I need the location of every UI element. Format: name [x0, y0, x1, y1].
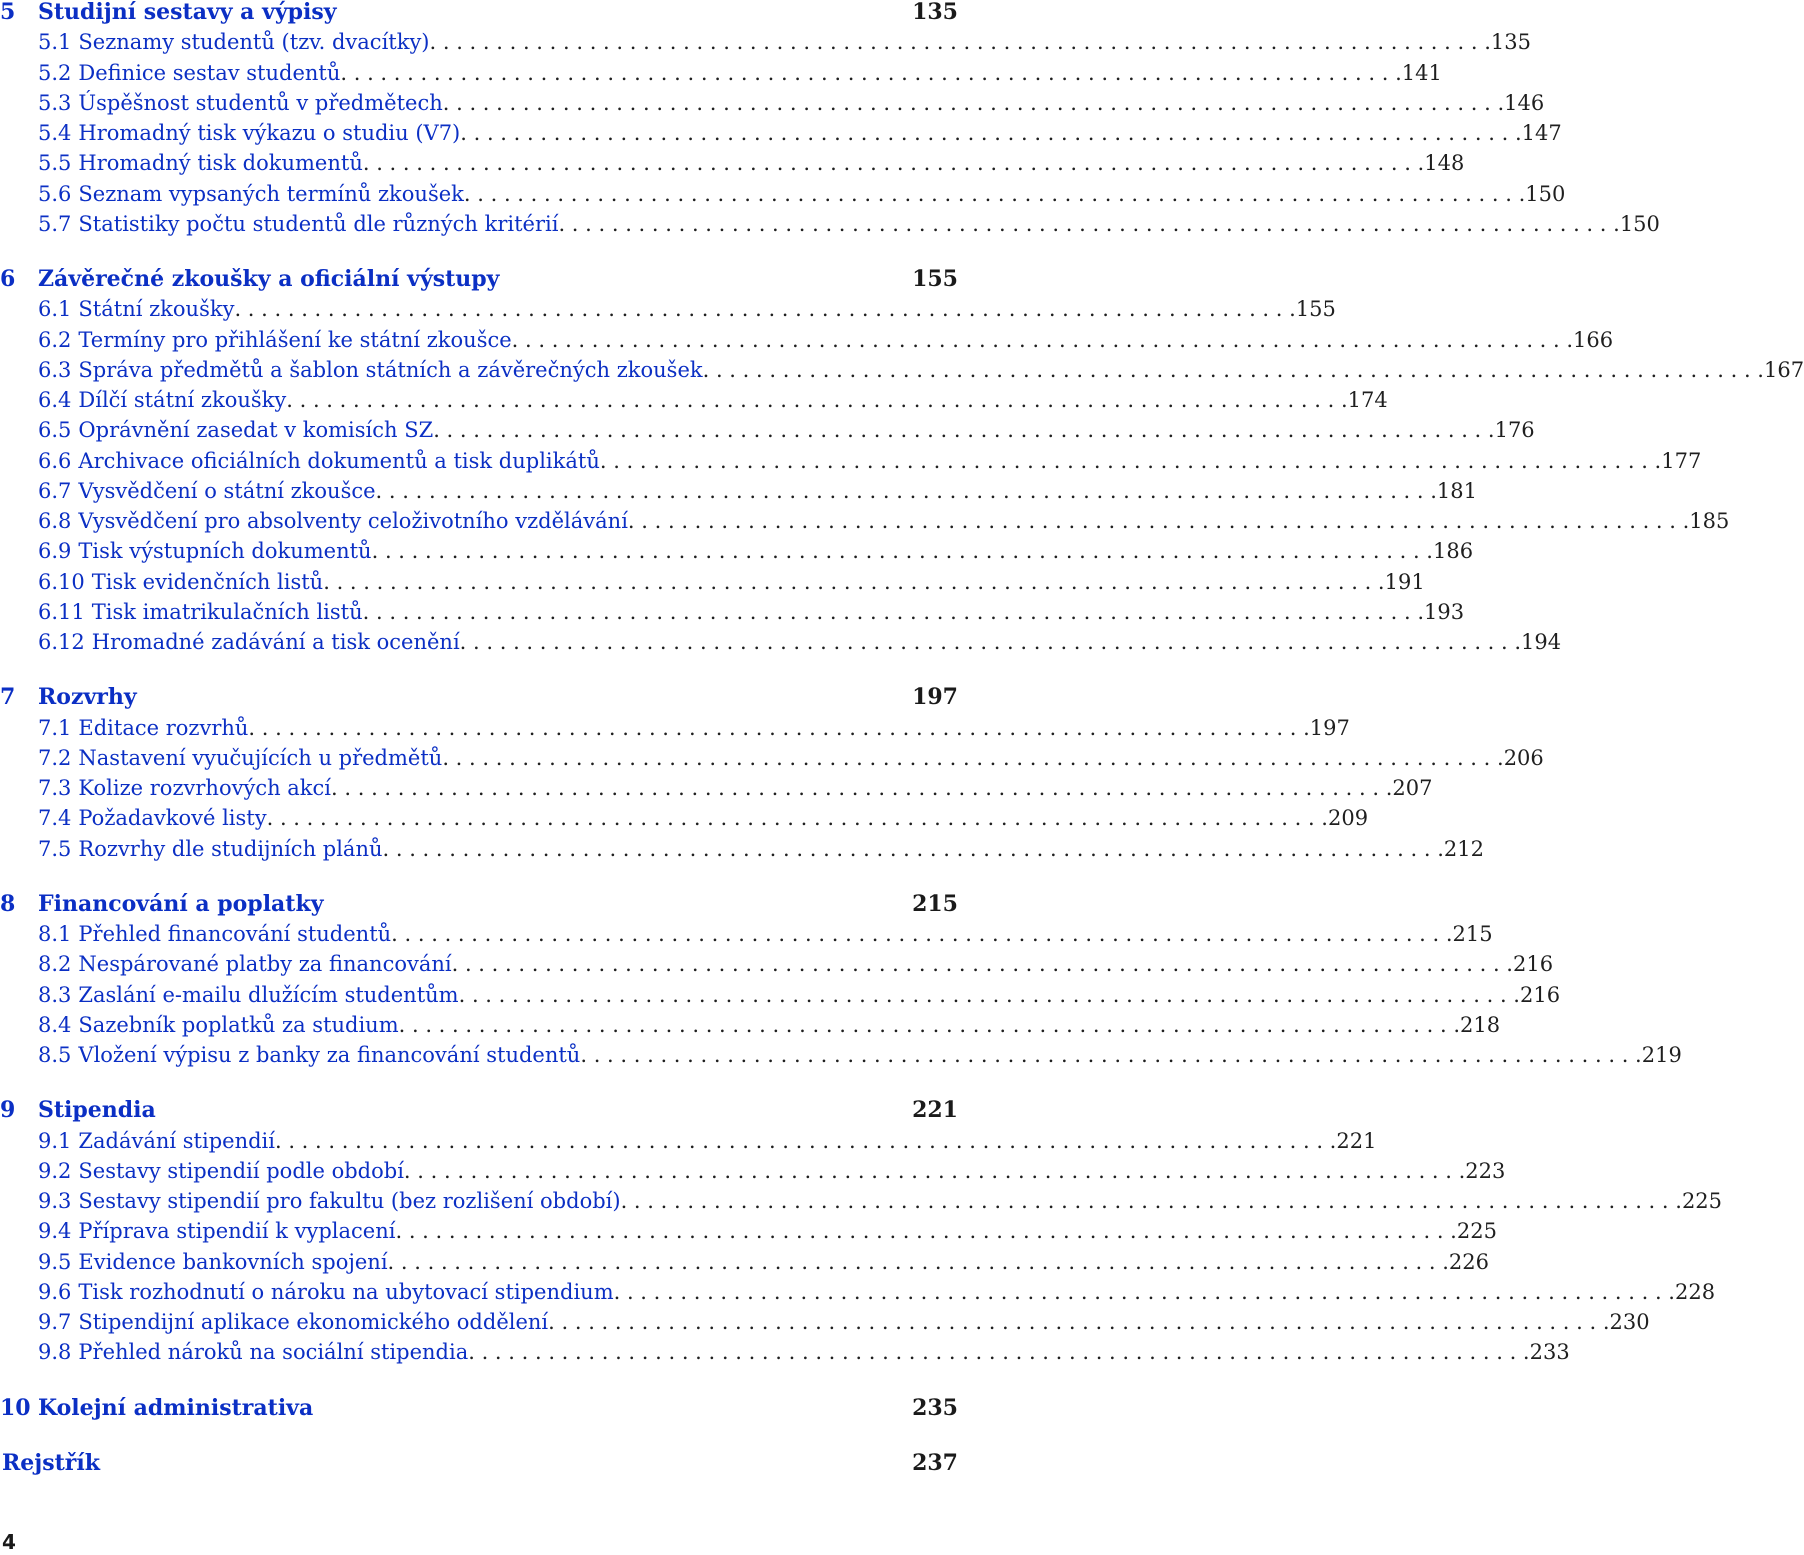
- section-number: 5.2: [38, 60, 72, 85]
- toc-section[interactable]: [38, 27, 1531, 57]
- dot-leader: . . . . . . . . . . . . . . . . . . . . . . . . . . . . . . . . . . . . . . . . . . . . . . . . . . . . . . . . . . . . . . . . . . . . . . . . . . . . . . . .: [362, 151, 1425, 176]
- toc-section[interactable]: [38, 567, 1425, 597]
- chapter-title[interactable]: Rejstřík: [2, 1449, 100, 1476]
- section-page-number: 135: [1490, 30, 1531, 55]
- chapter-number: 7: [0, 684, 16, 711]
- section-page-number: 191: [1384, 569, 1425, 594]
- dot-leader: . . . . . . . . . . . . . . . . . . . . . . . . . . . . . . . . . . . . . . . . . . . . . . . . . . . . . . . . . . . . . . . . . . . . . . . . . . . . . . . .: [580, 1043, 1642, 1067]
- toc-section[interactable]: [38, 1277, 1716, 1307]
- toc-section[interactable]: [38, 803, 1369, 833]
- section-title[interactable]: Evidence bankovních spojení: [78, 1249, 388, 1274]
- section-number: 8.2: [38, 952, 72, 977]
- section-number: 9.3: [38, 1189, 72, 1213]
- section-title[interactable]: Vložení výpisu z banky za financování studentů: [78, 1043, 581, 1067]
- section-number: 9.8: [38, 1340, 72, 1365]
- section-title[interactable]: Zaslání e-mailu dlužícím studentům: [78, 982, 459, 1007]
- section-page-number: 216: [1519, 982, 1561, 1007]
- chapter-title[interactable]: Financování a poplatky: [38, 890, 324, 917]
- section-number: 8.3: [38, 982, 72, 1007]
- chapter-page-number: 235: [912, 1394, 958, 1421]
- section-number: 5.1: [38, 30, 72, 55]
- chapter-number: 10: [0, 1394, 31, 1421]
- section-page-number: 218: [1460, 1012, 1501, 1037]
- section-title[interactable]: Přehled financování studentů: [78, 922, 392, 946]
- dot-leader: . . . . . . . . . . . . . . . . . . . . . . . . . . . . . . . . . . . . . . . . . . . . . . . . . . . . . . . . . . . . . . . . . . . . . . . . . . . . . . . .: [395, 1219, 1457, 1244]
- dot-leader: . . . . . . . . . . . . . . . . . . . . . . . . . . . . . . . . . . . . . . . . . . . . . . . . . . . . . . . . . . . . . . . . . . . . . . . . . . . . . . . .: [371, 539, 1433, 564]
- dot-leader: . . . . . . . . . . . . . . . . . . . . . . . . . . . . . . . . . . . . . . . . . . . . . . . . . . . . . . . . . . . . . . . . . . . . . . . . . . . . . . . .: [429, 30, 1491, 55]
- toc-section[interactable]: [38, 355, 1804, 385]
- section-title[interactable]: Seznam vypsaných termínů zkoušek: [78, 181, 464, 206]
- dot-leader: . . . . . . . . . . . . . . . . . . . . . . . . . . . . . . . . . . . . . . . . . . . . . . . . . . . . . . . . . . . . . . . . . . . . . . . . . . . . . . . .: [375, 478, 1437, 503]
- toc-section[interactable]: [38, 385, 1388, 415]
- section-page-number: 219: [1641, 1043, 1682, 1067]
- toc-section[interactable]: [38, 415, 1535, 445]
- section-number: 6.12: [38, 630, 85, 654]
- chapter-page-number: 215: [912, 890, 958, 917]
- section-number: 6.2: [38, 327, 72, 352]
- section-title[interactable]: Rozvrhy dle studijních plánů: [78, 836, 383, 861]
- chapter-number: 8: [0, 890, 16, 917]
- section-page-number: 185: [1689, 509, 1730, 533]
- toc-section[interactable]: [38, 919, 1493, 949]
- dot-leader: . . . . . . . . . . . . . . . . . . . . . . . . . . . . . . . . . . . . . . . . . . . . . . . . . . . . . . . . . . . . . . . . . . . . . . . . . . . . . . . .: [286, 388, 1348, 412]
- section-title[interactable]: Seznamy studentů (tzv. dvacítky): [78, 30, 430, 55]
- toc-section[interactable]: [38, 118, 1562, 148]
- dot-leader: . . . . . . . . . . . . . . . . . . . . . . . . . . . . . . . . . . . . . . . . . . . . . . . . . . . . . . . . . . . . . . . . . . . . . . . . . . . . . . . .: [458, 982, 1520, 1007]
- section-page-number: 148: [1424, 151, 1465, 176]
- section-page-number: 230: [1609, 1310, 1650, 1334]
- section-page-number: 194: [1521, 630, 1562, 654]
- section-title[interactable]: Příprava stipendií k vyplacení: [78, 1219, 396, 1244]
- section-title[interactable]: Sazebník poplatků za studium: [78, 1012, 399, 1037]
- chapter-title[interactable]: Závěrečné zkoušky a oficiální výstupy: [38, 266, 500, 292]
- section-number: 6.10: [38, 569, 85, 594]
- dot-leader: . . . . . . . . . . . . . . . . . . . . . . . . . . . . . . . . . . . . . . . . . . . . . . . . . . . . . . . . . . . . . . . . . . . . . . . . . . . . . . . .: [387, 1249, 1449, 1274]
- section-number: 6.7: [38, 478, 72, 503]
- toc-section[interactable]: [38, 949, 1554, 979]
- toc-section[interactable]: [38, 58, 1442, 88]
- section-number: 7.2: [38, 745, 72, 770]
- section-number: 6.3: [38, 357, 72, 382]
- section-number: 9.2: [38, 1158, 72, 1183]
- section-title[interactable]: Dílčí státní zkoušky: [78, 388, 287, 412]
- chapter-page-number: 221: [912, 1097, 958, 1124]
- dot-leader: . . . . . . . . . . . . . . . . . . . . . . . . . . . . . . . . . . . . . . . . . . . . . . . . . . . . . . . . . . . . . . . . . . . . . . . . . . . . . . . .: [340, 60, 1402, 85]
- dot-leader: . . . . . . . . . . . . . . . . . . . . . . . . . . . . . . . . . . . . . . . . . . . . . . . . . . . . . . . . . . . . . . . . . . . . . . . . . . . . . . . .: [266, 806, 1328, 831]
- section-title[interactable]: Tisk evidenčních listů: [91, 569, 324, 594]
- section-title[interactable]: Sestavy stipendií pro fakultu (bez rozlišení období): [78, 1189, 621, 1213]
- dot-leader: . . . . . . . . . . . . . . . . . . . . . . . . . . . . . . . . . . . . . . . . . . . . . . . . . . . . . . . . . . . . . . . . . . . . . . . . . . . . . . . .: [613, 1279, 1675, 1304]
- section-title[interactable]: Přehled nároků na sociální stipendia: [78, 1340, 469, 1365]
- chapter-title[interactable]: Rozvrhy: [38, 684, 137, 711]
- section-number: 7.5: [38, 836, 72, 861]
- section-title[interactable]: Stipendijní aplikace ekonomického oddělení: [78, 1310, 549, 1334]
- section-page-number: 141: [1401, 60, 1442, 85]
- toc-chapter[interactable]: [0, 1448, 958, 1478]
- toc-section[interactable]: [38, 179, 1566, 209]
- section-page-number: 181: [1436, 478, 1478, 503]
- dot-leader: . . . . . . . . . . . . . . . . . . . . . . . . . . . . . . . . . . . . . . . . . . . . . . . . . . . . . . . . . . . . . . . . . . . . . . . . . . . . . . . .: [511, 327, 1574, 352]
- toc-section[interactable]: [38, 1040, 1682, 1070]
- section-number: 9.5: [38, 1249, 72, 1274]
- dot-leader: . . . . . . . . . . . . . . . . . . . . . . . . . . . . . . . . . . . . . . . . . . . . . . . . . . . . . . . . . . . . . . . . . . . . . . . . . . . . . . . .: [442, 745, 1504, 770]
- section-title[interactable]: Tisk imatrikulačních listů: [91, 599, 363, 624]
- section-page-number: 174: [1347, 388, 1388, 412]
- section-number: 7.1: [38, 715, 72, 740]
- chapter-title[interactable]: Studijní sestavy a výpisy: [38, 0, 337, 25]
- section-title[interactable]: Oprávnění zasedat v komisích SZ: [78, 418, 434, 443]
- toc-chapter[interactable]: [0, 264, 958, 294]
- dot-leader: . . . . . . . . . . . . . . . . . . . . . . . . . . . . . . . . . . . . . . . . . . . . . . . . . . . . . . . . . . . . . . . . . . . . . . . . . . . . . . . .: [463, 181, 1526, 206]
- chapter-title[interactable]: Kolejní administrativa: [38, 1394, 314, 1421]
- section-page-number: 206: [1503, 745, 1544, 770]
- page-number: 4: [2, 1530, 16, 1554]
- dot-leader: . . . . . . . . . . . . . . . . . . . . . . . . . . . . . . . . . . . . . . . . . . . . . . . . . . . . . . . . . . . . . . . . . . . . . . . . . . . . . . . .: [274, 1128, 1337, 1153]
- section-number: 7.4: [38, 806, 72, 831]
- section-page-number: 147: [1521, 121, 1562, 145]
- dot-leader: . . . . . . . . . . . . . . . . . . . . . . . . . . . . . . . . . . . . . . . . . . . . . . . . . . . . . . . . . . . . . . . . . . . . . . . . . . . . . . . .: [442, 90, 1505, 115]
- section-title[interactable]: Nespárované platby za financování: [78, 952, 452, 977]
- section-page-number: 177: [1661, 448, 1702, 473]
- section-page-number: 225: [1456, 1219, 1497, 1244]
- section-page-number: 207: [1392, 776, 1433, 800]
- section-number: 9.4: [38, 1219, 72, 1244]
- section-page-number: 155: [1295, 297, 1336, 322]
- section-page-number: 150: [1525, 181, 1566, 206]
- section-page-number: 223: [1465, 1158, 1506, 1183]
- section-title[interactable]: Vysvědčení pro absolventy celoživotního vzdělávání: [78, 509, 628, 533]
- section-page-number: 209: [1327, 806, 1369, 831]
- toc-section[interactable]: [38, 743, 1544, 773]
- section-title[interactable]: Hromadný tisk dokumentů: [78, 151, 363, 176]
- toc-section[interactable]: [38, 1186, 1723, 1216]
- section-title[interactable]: Archivace oficiálních dokumentů a tisk duplikátů: [78, 448, 600, 473]
- dot-leader: . . . . . . . . . . . . . . . . . . . . . . . . . . . . . . . . . . . . . . . . . . . . . . . . . . . . . . . . . . . . . . . . . . . . . . . . . . . . . . . .: [403, 1158, 1466, 1183]
- section-page-number: 221: [1336, 1128, 1377, 1153]
- section-title[interactable]: Tisk rozhodnutí o nároku na ubytovací stipendium: [78, 1279, 614, 1304]
- toc-chapter[interactable]: [0, 682, 958, 712]
- toc-section[interactable]: [38, 1307, 1650, 1337]
- section-number: 8.5: [38, 1043, 72, 1067]
- section-number: 5.7: [38, 211, 72, 236]
- section-page-number: 215: [1452, 922, 1493, 946]
- section-title[interactable]: Statistiky počtu studentů dle různých kritérií: [78, 211, 559, 236]
- dot-leader: . . . . . . . . . . . . . . . . . . . . . . . . . . . . . . . . . . . . . . . . . . . . . . . . . . . . . . . . . . . . . . . . . . . . . . . . . . . . . . . .: [248, 715, 1310, 740]
- section-page-number: 228: [1674, 1279, 1716, 1304]
- section-number: 5.6: [38, 181, 72, 206]
- toc-chapter[interactable]: [0, 1095, 958, 1125]
- section-page-number: 197: [1309, 715, 1350, 740]
- section-number: 5.4: [38, 121, 72, 145]
- toc-section[interactable]: [38, 1010, 1501, 1040]
- section-title[interactable]: Zadávání stipendií: [78, 1128, 275, 1153]
- section-title[interactable]: Úspěšnost studentů v předmětech: [78, 90, 443, 115]
- section-title[interactable]: Tisk výstupních dokumentů: [78, 539, 372, 564]
- chapter-page-number: 155: [912, 266, 958, 292]
- section-number: 7.3: [38, 776, 72, 800]
- dot-leader: . . . . . . . . . . . . . . . . . . . . . . . . . . . . . . . . . . . . . . . . . . . . . . . . . . . . . . . . . . . . . . . . . . . . . . . . . . . . . . . .: [323, 569, 1385, 594]
- section-number: 9.6: [38, 1279, 72, 1304]
- toc-section[interactable]: [38, 713, 1350, 743]
- dot-leader: . . . . . . . . . . . . . . . . . . . . . . . . . . . . . . . . . . . . . . . . . . . . . . . . . . . . . . . . . . . . . . . . . . . . . . . . . . . . . . . .: [331, 776, 1393, 800]
- section-page-number: 150: [1619, 211, 1660, 236]
- section-title[interactable]: Hromadný tisk výkazu o studiu (V7): [78, 121, 461, 145]
- section-title[interactable]: Požadavkové listy: [78, 806, 267, 831]
- section-number: 8.1: [38, 922, 72, 946]
- dot-leader: . . . . . . . . . . . . . . . . . . . . . . . . . . . . . . . . . . . . . . . . . . . . . . . . . . . . . . . . . . . . . . . . . . . . . . . . . . . . . . . .: [382, 836, 1444, 861]
- toc-section[interactable]: [38, 446, 1702, 476]
- section-title[interactable]: Definice sestav studentů: [78, 60, 341, 85]
- toc-section[interactable]: [38, 536, 1474, 566]
- dot-leader: . . . . . . . . . . . . . . . . . . . . . . . . . . . . . . . . . . . . . . . . . . . . . . . . . . . . . . . . . . . . . . . . . . . . . . . . . . . . . . . .: [468, 1340, 1530, 1365]
- section-number: 6.9: [38, 539, 72, 564]
- chapter-number: 5: [0, 0, 16, 25]
- dot-leader: . . . . . . . . . . . . . . . . . . . . . . . . . . . . . . . . . . . . . . . . . . . . . . . . . . . . . . . . . . . . . . . . . . . . . . . . . . . . . . . .: [460, 121, 1522, 145]
- dot-leader: . . . . . . . . . . . . . . . . . . . . . . . . . . . . . . . . . . . . . . . . . . . . . . . . . . . . . . . . . . . . . . . . . . . . . . . . . . . . . . . .: [451, 952, 1513, 977]
- section-page-number: 166: [1573, 327, 1614, 352]
- toc-section[interactable]: [38, 773, 1433, 803]
- chapter-page-number: 237: [912, 1449, 958, 1476]
- section-page-number: 226: [1448, 1249, 1490, 1274]
- section-title[interactable]: Nastavení vyučujících u předmětů: [78, 745, 443, 770]
- section-title[interactable]: Sestavy stipendií podle období: [78, 1158, 404, 1183]
- toc-section[interactable]: [38, 325, 1614, 355]
- section-title[interactable]: Správa předmětů a šablon státních a závěrečných zkoušek: [78, 357, 703, 382]
- section-number: 6.8: [38, 509, 72, 533]
- section-number: 5.3: [38, 90, 72, 115]
- dot-leader: . . . . . . . . . . . . . . . . . . . . . . . . . . . . . . . . . . . . . . . . . . . . . . . . . . . . . . . . . . . . . . . . . . . . . . . . . . . . . . . .: [599, 448, 1662, 473]
- toc-section[interactable]: [38, 506, 1730, 536]
- dot-leader: . . . . . . . . . . . . . . . . . . . . . . . . . . . . . . . . . . . . . . . . . . . . . . . . . . . . . . . . . . . . . . . . . . . . . . . . . . . . . . . .: [620, 1189, 1682, 1213]
- section-number: 6.11: [38, 599, 85, 624]
- section-title[interactable]: Kolize rozvrhových akcí: [78, 776, 332, 800]
- section-number: 8.4: [38, 1012, 72, 1037]
- toc-section[interactable]: [38, 834, 1484, 864]
- section-number: 9.7: [38, 1310, 72, 1334]
- toc-section[interactable]: [38, 1337, 1570, 1367]
- toc-section[interactable]: [38, 476, 1478, 506]
- section-page-number: 233: [1529, 1340, 1570, 1365]
- section-title[interactable]: Státní zkoušky: [78, 297, 235, 322]
- section-page-number: 216: [1512, 952, 1554, 977]
- section-title[interactable]: Editace rozvrhů: [78, 715, 249, 740]
- section-number: 6.5: [38, 418, 72, 443]
- dot-leader: . . . . . . . . . . . . . . . . . . . . . . . . . . . . . . . . . . . . . . . . . . . . . . . . . . . . . . . . . . . . . . . . . . . . . . . . . . . . . . . .: [702, 357, 1764, 382]
- dot-leader: . . . . . . . . . . . . . . . . . . . . . . . . . . . . . . . . . . . . . . . . . . . . . . . . . . . . . . . . . . . . . . . . . . . . . . . . . . . . . . . .: [627, 509, 1690, 533]
- toc-section[interactable]: [38, 1216, 1497, 1246]
- section-number: 6.1: [38, 297, 72, 322]
- toc-section[interactable]: [38, 627, 1562, 657]
- toc-section[interactable]: [38, 209, 1660, 239]
- toc-section[interactable]: [38, 1156, 1506, 1186]
- toc-chapter[interactable]: [0, 889, 958, 919]
- toc-section[interactable]: [38, 1126, 1377, 1156]
- toc-section[interactable]: [38, 88, 1545, 118]
- dot-leader: . . . . . . . . . . . . . . . . . . . . . . . . . . . . . . . . . . . . . . . . . . . . . . . . . . . . . . . . . . . . . . . . . . . . . . . . . . . . . . . .: [548, 1310, 1610, 1334]
- dot-leader: . . . . . . . . . . . . . . . . . . . . . . . . . . . . . . . . . . . . . . . . . . . . . . . . . . . . . . . . . . . . . . . . . . . . . . . . . . . . . . . .: [391, 922, 1453, 946]
- section-page-number: 176: [1494, 418, 1535, 443]
- section-number: 9.1: [38, 1128, 72, 1153]
- section-page-number: 212: [1443, 836, 1484, 861]
- section-title[interactable]: Termíny pro přihlášení ke státní zkoušce: [78, 327, 512, 352]
- toc-chapter[interactable]: [0, 1393, 958, 1423]
- section-page-number: 146: [1504, 90, 1545, 115]
- section-title[interactable]: Vysvědčení o státní zkoušce: [78, 478, 376, 503]
- section-number: 6.4: [38, 388, 72, 412]
- section-page-number: 167: [1763, 357, 1804, 382]
- section-number: 5.5: [38, 151, 72, 176]
- toc-section[interactable]: [38, 1247, 1490, 1277]
- dot-leader: . . . . . . . . . . . . . . . . . . . . . . . . . . . . . . . . . . . . . . . . . . . . . . . . . . . . . . . . . . . . . . . . . . . . . . . . . . . . . . . .: [433, 418, 1495, 443]
- toc-section[interactable]: [38, 148, 1465, 178]
- toc-section[interactable]: [38, 597, 1465, 627]
- section-page-number: 186: [1432, 539, 1474, 564]
- section-title[interactable]: Hromadné zadávání a tisk ocenění: [91, 630, 460, 654]
- chapter-page-number: 197: [912, 684, 958, 711]
- toc-chapter[interactable]: [0, 0, 958, 27]
- chapter-page-number: 135: [912, 0, 958, 25]
- toc-section[interactable]: [38, 294, 1336, 324]
- dot-leader: . . . . . . . . . . . . . . . . . . . . . . . . . . . . . . . . . . . . . . . . . . . . . . . . . . . . . . . . . . . . . . . . . . . . . . . . . . . . . . . .: [558, 211, 1620, 236]
- chapter-number: 9: [0, 1097, 16, 1124]
- section-page-number: 225: [1681, 1189, 1723, 1213]
- dot-leader: . . . . . . . . . . . . . . . . . . . . . . . . . . . . . . . . . . . . . . . . . . . . . . . . . . . . . . . . . . . . . . . . . . . . . . . . . . . . . . . .: [459, 630, 1522, 654]
- chapter-number: 6: [0, 266, 16, 292]
- chapter-title[interactable]: Stipendia: [38, 1097, 156, 1124]
- dot-leader: . . . . . . . . . . . . . . . . . . . . . . . . . . . . . . . . . . . . . . . . . . . . . . . . . . . . . . . . . . . . . . . . . . . . . . . . . . . . . . . .: [362, 599, 1425, 624]
- section-number: 6.6: [38, 448, 72, 473]
- dot-leader: . . . . . . . . . . . . . . . . . . . . . . . . . . . . . . . . . . . . . . . . . . . . . . . . . . . . . . . . . . . . . . . . . . . . . . . . . . . . . . . .: [234, 297, 1296, 322]
- dot-leader: . . . . . . . . . . . . . . . . . . . . . . . . . . . . . . . . . . . . . . . . . . . . . . . . . . . . . . . . . . . . . . . . . . . . . . . . . . . . . . . .: [398, 1012, 1460, 1037]
- toc-section[interactable]: [38, 980, 1561, 1010]
- section-page-number: 193: [1424, 599, 1465, 624]
